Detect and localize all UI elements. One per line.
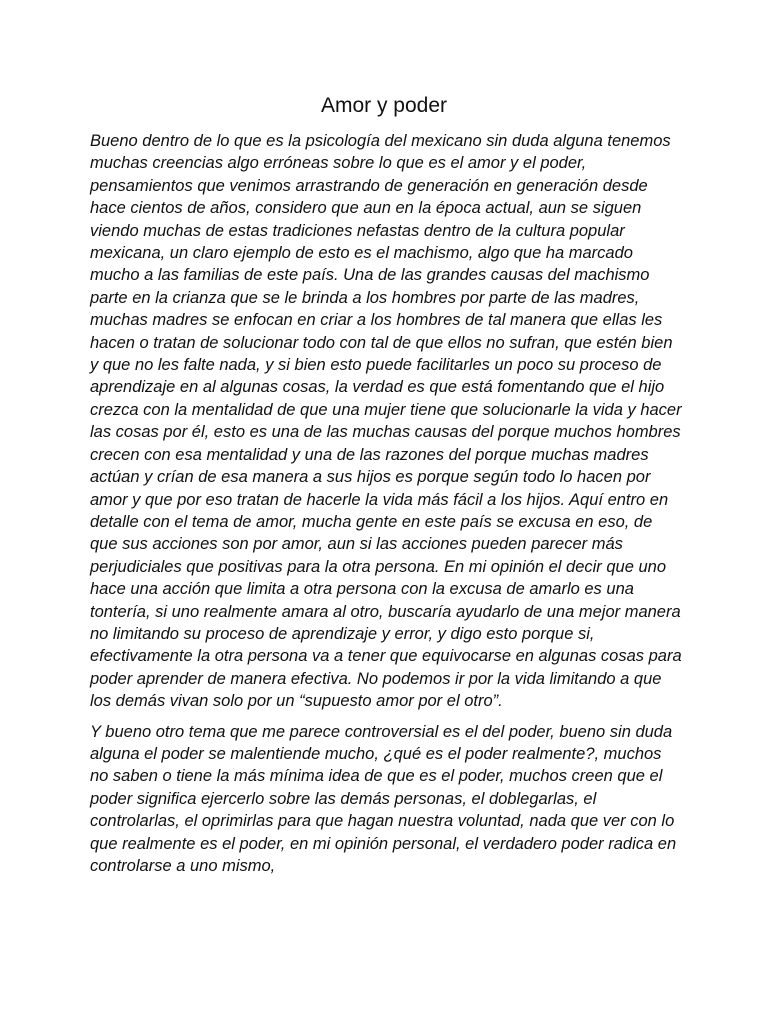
document-body — [90, 130, 682, 885]
document-title: Amor y poder — [320, 94, 448, 117]
paragraph-poder: Y bueno otro tema que me parece controversial es el del poder, bueno sin duda alguna el poder se malentiende mucho, ¿qué es el poder realmente?, muchos no saben o tiene la más mínima idea de que es el poder, muchos creen que el poder significa ejercerlo sobre las demás personas, el doblegarlas, el controlarlas, el oprimirlas para que hagan nuestra voluntad, nada que ver con lo que realmente es el poder, en mi opinión personal, el verdadero poder radica en controlarse a uno mismo, — [90, 722, 677, 875]
paragraph-amor: Bueno dentro de lo que es la psicología del mexicano sin duda alguna tenemos muchas creencias algo erróneas sobre lo que es el amor y el poder, pensamientos que venimos arrastrando de generación en generación desde hace cientos de años, considero que aun en la época actual, aun se siguen viendo muchas de estas tradiciones nefastas dentro de la cultura popular mexicana, un claro ejemplo de esto es el machismo, algo que ha marcado mucho a las familias de este país. Una de las grandes causas del machismo parte en la crianza que se le brinda a los hombres por parte de las madres, muchas madres se enfocan en criar a los hombres de tal manera que ellas les hacen o tratan de solucionar todo con tal de que ellos no sufran, que estén bien y que no les falte nada, y si bien esto puede facilitarles un poco su proceso de aprendizaje en al algunas cosas, la verdad es que está fomentando que el hijo crezca con la mentalidad de que una mujer tiene que solucionarle la vida y hacer las cosas por él, esto es una de las muchas causas del porque muchos hombres crecen con esa mentalidad y una de las razones del porque muchas madres actúan y crían de esa manera a sus hijos es porque según todo lo hacen por amor y que por eso tratan de hacerle la vida más fácil a los hijos. Aquí entro en detalle con el tema de amor, mucha gente en este país se excusa en eso, de que sus acciones son por amor, aun si las acciones pueden parecer más perjudiciales que positivas para la otra persona. En mi opinión el decir que uno hace una acción que limita a otra persona con la excusa de amarlo es una tontería, si uno realmente amara al otro, buscaría ayudarlo de una mejor manera no limitando su proceso de aprendizaje y error, y digo esto porque si, efectivamente la otra persona va a tener que equivocarse en algunas cosas para poder aprender de manera efectiva. No podemos ir por la vida limitando a que los demás vivan solo por un “supuesto amor por el otro”. — [90, 132, 682, 711]
